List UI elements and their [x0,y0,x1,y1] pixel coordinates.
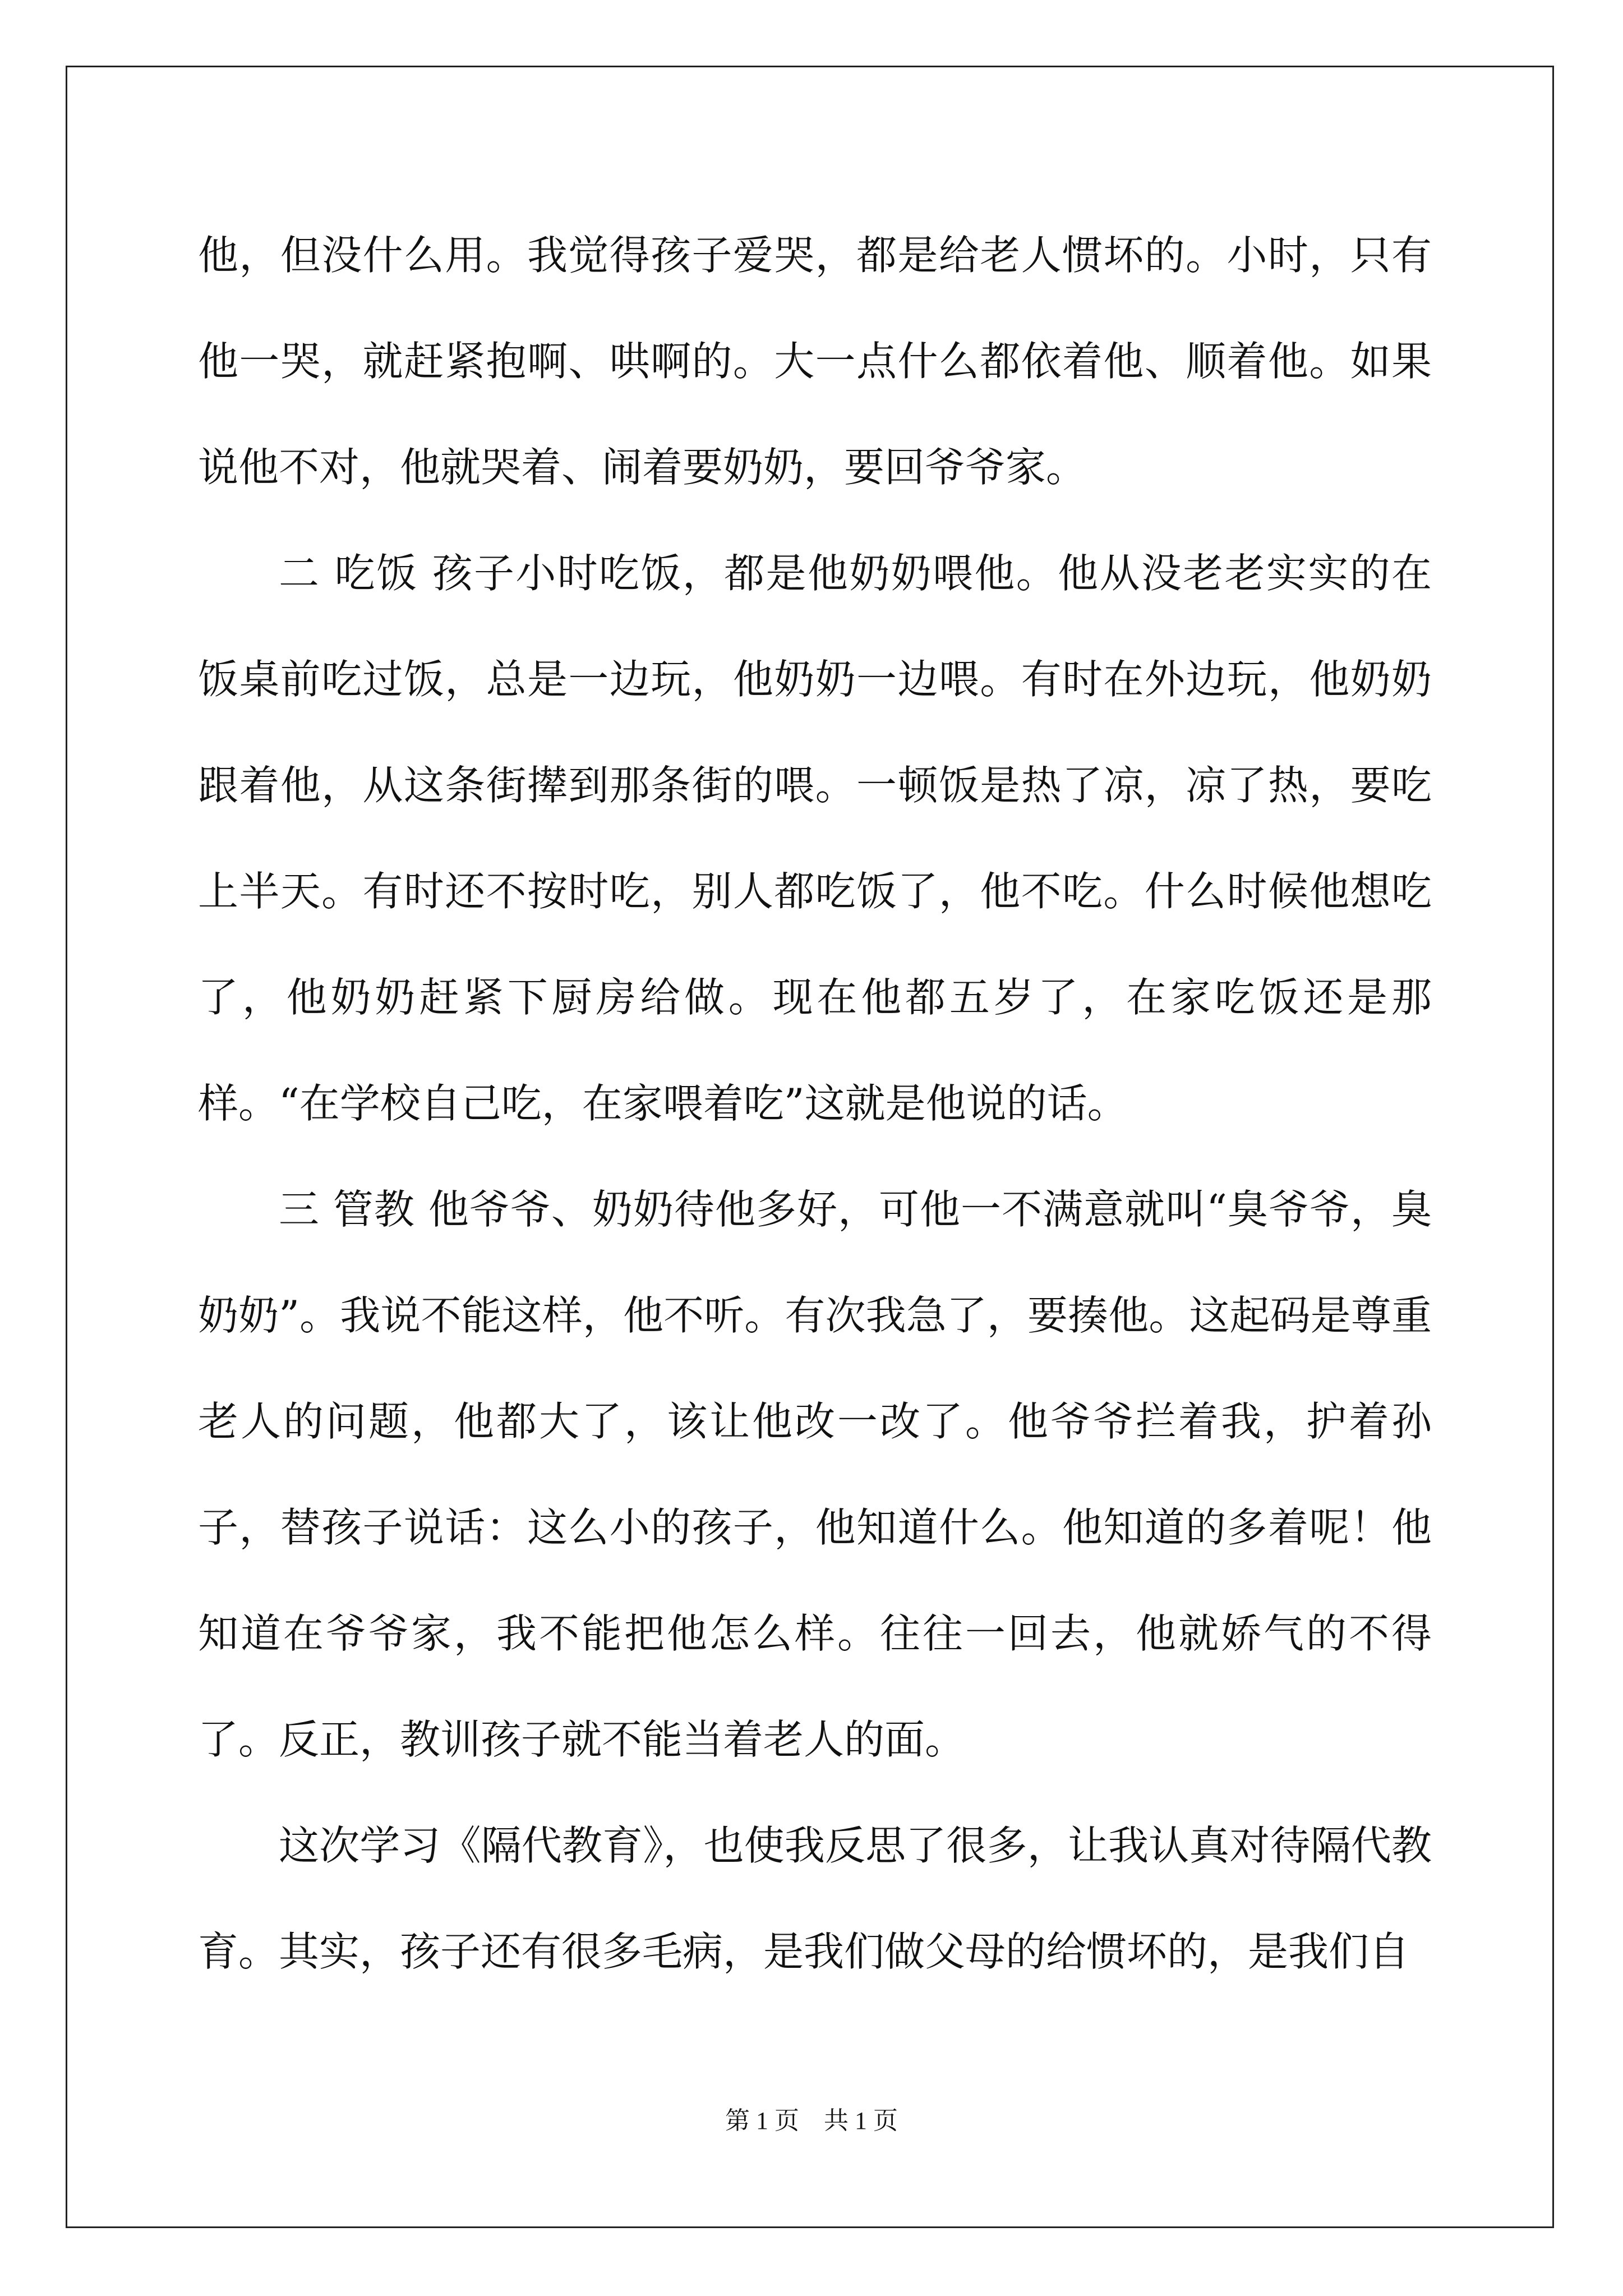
paragraph-2: 二 吃饭 孩子小时吃饭，都是他奶奶喂他。他从没老老实实的在饭桌前吃过饭，总是一边玩，他奶奶一边喂。有时在外边玩，他奶奶跟着他，从这条街撵到那条街的喂。一顿饭是热了凉，凉了热，要吃上半天。有时还不按时吃，别人都吃饭了，他不吃。什么时候他想吃了，他奶奶赶紧下厨房给做。现在他都五岁了，在家吃饭还是那样。“在学校自己吃，在家喂着吃”这就是他说的话。 [198,550,1432,1127]
paragraph-4: 这次学习《隔代教育》，也使我反思了很多，让我认真对待隔代教育。其实，孩子还有很多毛病，是我们做父母的给惯坏的，是我们自 [198,1822,1432,1975]
page-footer: 第 1 页 共 1 页 [725,2107,898,2134]
paragraph-3: 三 管教 他爷爷、奶奶待他多好，可他一不满意就叫“臭爷爷，臭奶奶”。我说不能这样，他不听。有次我急了，要揍他。这起码是尊重老人的问题，他都大了，该让他改一改了。他爷爷拦着我，护着孙子，替孩子说话：这么小的孩子，他知道什么。他知道的多着呢！他知道在爷爷家，我不能把他怎么样。往往一回去，他就娇气的不得了。反正，教训孩子就不能当着老人的面。 [198,1186,1432,1763]
document-body [198,203,1432,2005]
paragraph-1: 他，但没什么用。我觉得孩子爱哭，都是给老人惯坏的。小时，只有他一哭，就赶紧抱啊、哄啊的。大一点什么都依着他、顺着他。如果说他不对，他就哭着、闹着要奶奶，要回爷爷家。 [198,232,1432,491]
